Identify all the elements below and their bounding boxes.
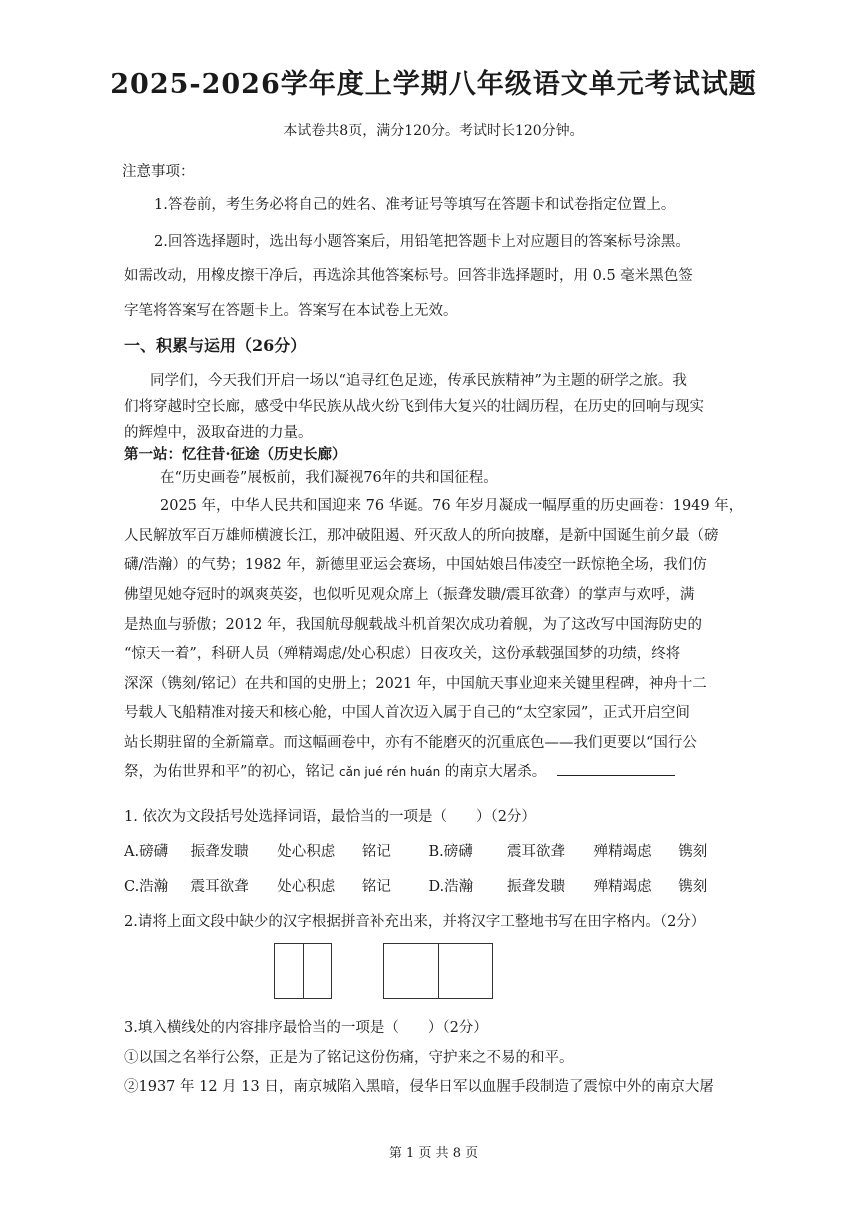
option-c-word: 铭记 [361, 879, 391, 895]
passage-line: 人民解放军百万雄师横渡长江，那冲破阻遏、歼灭敌人的所向披靡，是新中国诞生前夕最（磅 [124, 528, 719, 544]
option-b-word: 镌刻 [678, 844, 708, 860]
intro-line: 的辉煌中，汲取奋进的力量。 [124, 425, 313, 441]
option-d-word: 振聋发聩 [507, 879, 566, 895]
notice-item-2: 2.回答选择题时，选出每小题答案后，用铅笔把答题卡上对应题目的答案标号涂黑。 [154, 234, 690, 250]
question-1-stem: 1. 依次为文段括号处选择词语，最恰当的一项是（ ）（2分） [124, 809, 536, 825]
option-c-label[interactable]: C.浩瀚 [124, 879, 169, 895]
option-c-word: 震耳欲聋 [190, 879, 249, 895]
sentence-option: ①以国之名举行公祭，正是为了铭记这份伤痛，守护来之不易的和平。 [124, 1050, 574, 1066]
intro-line: 们将穿越时空长廊，感受中华民族从战火纷飞到伟大复兴的壮阔历程，在历史的回响与现实 [124, 399, 704, 415]
notice-heading: 注意事项： [122, 164, 195, 180]
station-intro: 在“历史画卷”展板前，我们凝视76年的共和国征程。 [160, 470, 498, 486]
passage-line: 礴/浩瀚）的气势；1982 年，新德里亚运会赛场，中国姑娘吕伟凌空一跃惊艳全场，我们仿 [124, 557, 707, 573]
question-2-stem: 2.请将上面文段中缺少的汉字根据拼音补充出来，并将汉字工整地书写在田字格内。（2分） [124, 914, 706, 930]
station-heading: 第一站：忆往昔·征途（历史长廊） [124, 446, 347, 463]
option-b-word: 殚精竭虑 [593, 844, 652, 860]
option-a-word: 振聋发聩 [190, 844, 249, 860]
notice-item-2-cont: 如需改动，用橡皮擦干净后，再选涂其他答案标号。回答非选择题时，用 0.5 毫米黑色签 [124, 268, 693, 284]
passage-line: 号载人飞船精准对接天和核心舱，中国人首次迈入属于自己的“太空家园”，正式开启空间 [124, 705, 690, 721]
notice-item-1: 1.答卷前，考生务必将自己的姓名、准考证号等填写在答题卡和试卷指定位置上。 [154, 197, 676, 213]
option-d-label[interactable]: D.浩瀚 [428, 879, 474, 895]
page-title: 2025-2026学年度上学期八年级语文单元考试试题 [110, 69, 757, 100]
option-d-word: 殚精竭虑 [593, 879, 652, 895]
sentence-option: ②1937 年 12 月 13 日，南京城陷入黑暗，侵华日军以血腥手段制造了震惊中外的南京大屠 [124, 1079, 714, 1095]
passage-line: 佛望见她夺冠时的飒爽英姿，也似听见观众席上（振聋发聩/震耳欲聋）的掌声与欢呼，满 [124, 587, 695, 603]
tianzige-box[interactable] [274, 943, 332, 999]
question-1-options-row [124, 840, 746, 861]
option-c-word: 处心积虑 [277, 879, 336, 895]
question-1-options-row [124, 875, 746, 896]
page-number: 第 1 页 共 8 页 [388, 1146, 479, 1161]
option-a-label[interactable]: A.磅礴 [124, 844, 169, 860]
option-d-word: 镌刻 [678, 879, 708, 895]
exam-info: 本试卷共8页，满分120分。考试时长120分钟。 [283, 123, 584, 139]
option-a-word: 处心积虑 [277, 844, 336, 860]
passage-line: “惊天一着”，科研人员（殚精竭虑/处心积虑）日夜攻关，这份承载强国梦的功绩，终将 [124, 646, 681, 662]
intro-line: 同学们，今天我们开启一场以“追寻红色足迹，传承民族精神”为主题的研学之旅。我 [150, 373, 687, 389]
passage-text: 祭，为佑世界和平”的初心，铭记 [124, 764, 335, 780]
passage-text: 的南京大屠杀。 [444, 764, 547, 780]
passage-line: 2025 年，中华人民共和国迎来 76 华诞。76 年岁月凝成一幅厚重的历史画卷：1949 年， [160, 498, 744, 514]
section-heading: 一、积累与运用（26分） [124, 336, 307, 355]
passage-line: 是热血与骄傲；2012 年，我国航母舰载战斗机首架次成功着舰，为了这改写中国海防史的 [124, 617, 703, 633]
passage-line: 深深（镌刻/铭记）在共和国的史册上；2021 年，中国航天事业迎来关键里程碑，神舟十二 [124, 676, 707, 692]
question-3-stem: 3.填入横线处的内容排序最恰当的一项是（ ）（2分） [124, 1020, 488, 1036]
passage-line-last [124, 760, 746, 781]
tianzige-box[interactable] [383, 943, 493, 999]
option-b-word: 震耳欲聋 [507, 844, 566, 860]
passage-line: 站长期驻留的全新篇章。而这幅画卷中，亦有不能磨灭的沉重底色——我们更要以“国行公 [124, 735, 697, 751]
pinyin-prompt: cǎn jué rén huán [339, 765, 441, 779]
option-b-label[interactable]: B.磅礴 [428, 844, 473, 860]
option-a-word: 铭记 [361, 844, 391, 860]
notice-item-2-end: 字笔将答案写在答题卡上。答案写在本试卷上无效。 [124, 303, 458, 319]
answer-blank[interactable] [557, 763, 675, 776]
